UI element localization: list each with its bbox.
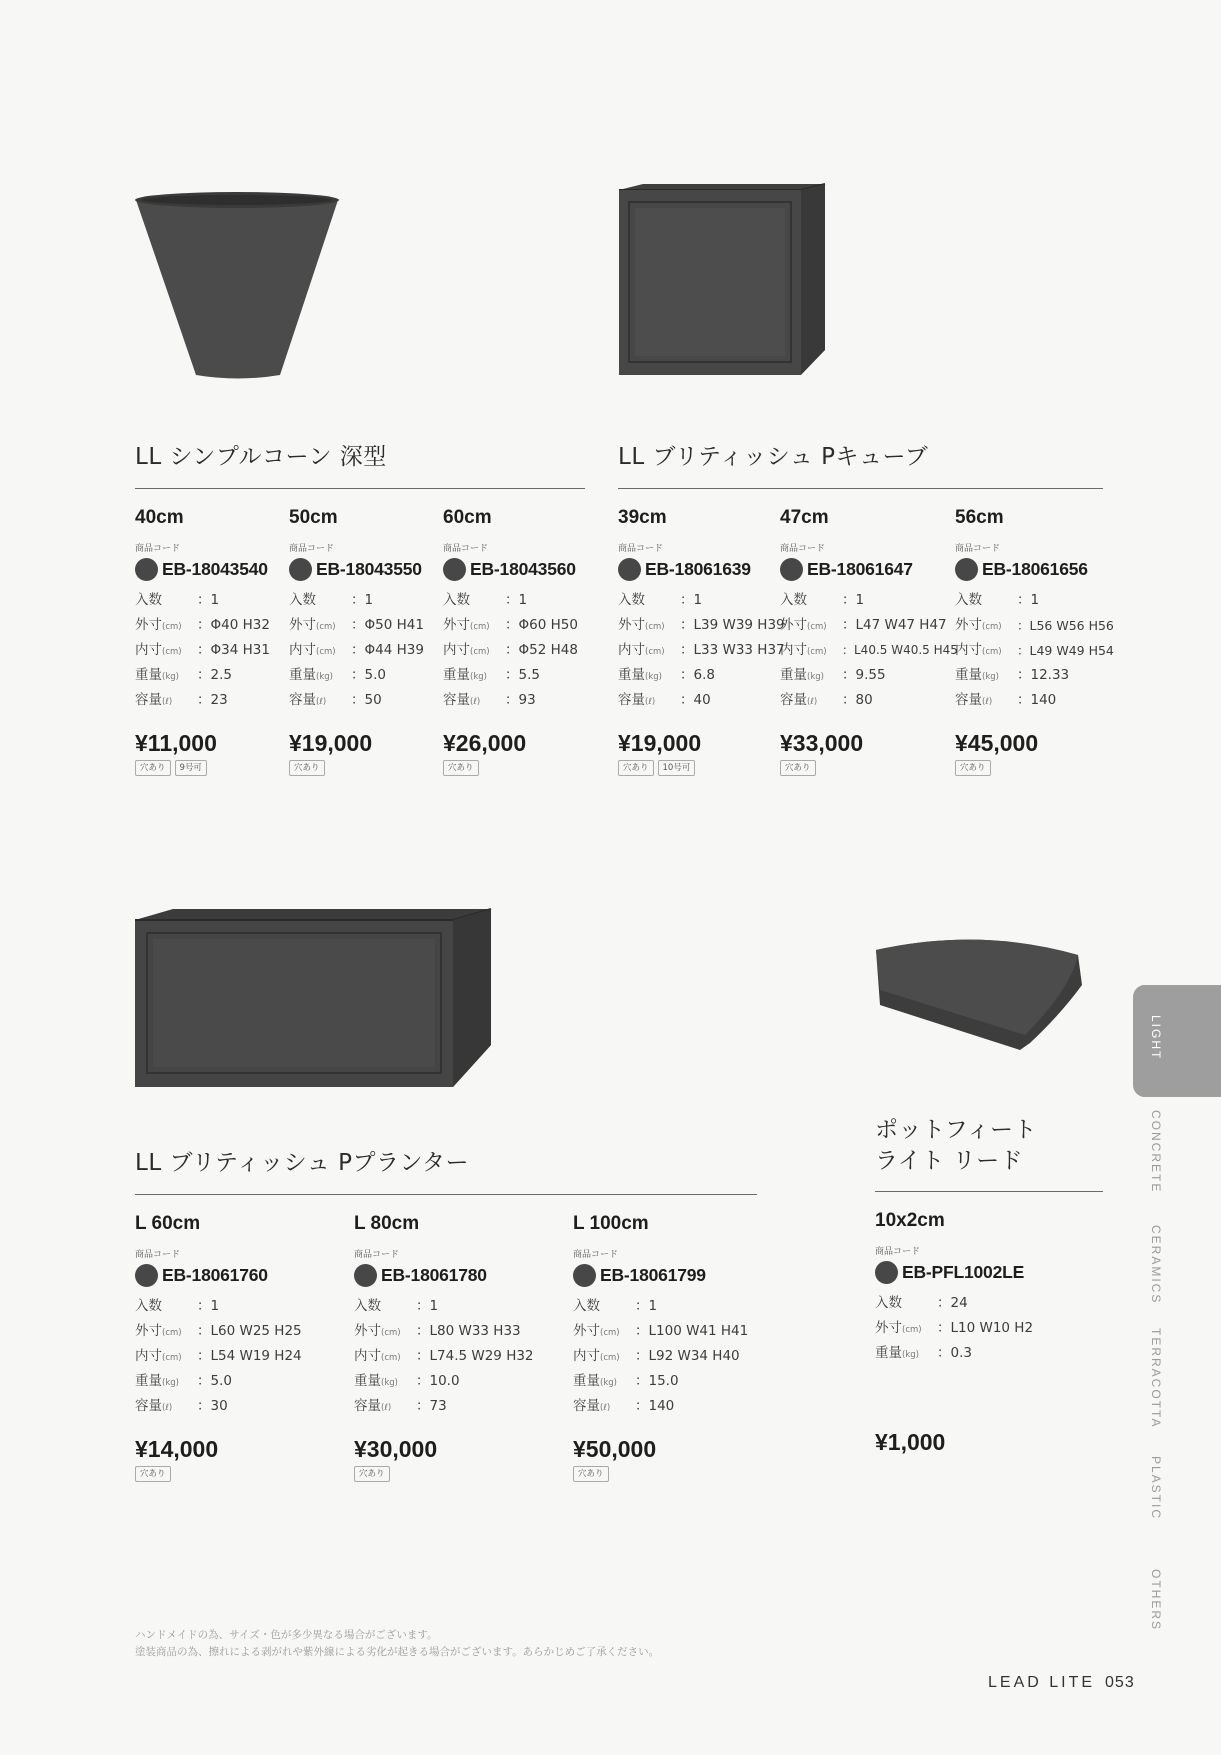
spec-list: 入数 ：1 外寸(cm) ：L39 W39 H39 内寸(cm) ：L33 W33 H37 重量(kg) ：6.8 容量(ℓ) ：40 — [618, 592, 785, 708]
product-title: LL ブリティッシュ Pキューブ — [618, 440, 1103, 489]
side-tab-concrete[interactable]: CONCRETE — [1149, 1110, 1163, 1194]
disclaimer-notes: ハンドメイドの為、サイズ・色が多少異なる場合がございます。 塗装商品の為、擦れによる剥がれや紫外線による劣化が起きる場合がございます。あらかじめご了承ください。 — [135, 1629, 660, 1658]
brand-name: LEAD LITE — [988, 1674, 1096, 1691]
variant-60cm — [443, 507, 578, 776]
price: ¥33,000 — [780, 730, 864, 756]
variant-size: 40cm — [135, 507, 184, 528]
color-dot — [354, 1264, 377, 1287]
pot-feet-image — [870, 935, 1085, 1060]
cone-pot-image — [130, 190, 350, 385]
code-label: 商品コード — [875, 1247, 921, 1257]
spec-list: 入数 ：1 外寸(cm) ：Φ40 H32 内寸(cm) ：Φ34 H31 重量(kg) ：2.5 容量(ℓ) ：23 — [135, 592, 270, 708]
price: ¥19,000 — [289, 730, 373, 756]
price: ¥11,000 — [135, 730, 217, 756]
side-tab-plastic[interactable]: PLASTIC — [1149, 1456, 1163, 1521]
variant-size: 39cm — [618, 507, 667, 528]
product-section-cone — [135, 440, 585, 773]
product-code: EB-18061656 — [982, 559, 1088, 579]
side-tab-light-bg[interactable] — [1133, 985, 1221, 1097]
color-dot — [135, 558, 158, 581]
side-tab-light[interactable]: LIGHT — [1149, 1015, 1163, 1061]
product-code: EB-18061647 — [807, 559, 913, 579]
product-code: EB-18061639 — [645, 559, 751, 579]
code-label: 商品コード — [780, 544, 826, 554]
code-label: 商品コード — [573, 1250, 619, 1260]
variant-50cm — [289, 507, 424, 776]
price: ¥45,000 — [955, 730, 1039, 756]
tag: 穴あり — [618, 760, 654, 776]
price: ¥14,000 — [135, 1436, 219, 1462]
code-label: 商品コード — [955, 544, 1001, 554]
code-label: 商品コード — [135, 1250, 181, 1260]
variant-56cm — [955, 507, 1114, 776]
code-label: 商品コード — [289, 544, 335, 554]
code-label: 商品コード — [443, 544, 489, 554]
price: ¥50,000 — [573, 1436, 657, 1462]
variant-39cm — [618, 507, 785, 776]
product-section-cube — [618, 440, 1114, 773]
spec-list: 入数 ：1 外寸(cm) ：L56 W56 H56 内寸(cm) ：L49 W49 H54 重量(kg) ：12.33 容量(ℓ) ：140 — [955, 592, 1114, 708]
product-code: EB-18043560 — [470, 559, 576, 579]
spec-list: 入数 ：24 外寸(cm) ：L10 W10 H2 重量(kg) ：0.3 — [875, 1295, 1034, 1361]
color-dot — [618, 558, 641, 581]
tag: 10号可 — [658, 760, 696, 776]
variant-size: L 60cm — [135, 1213, 201, 1234]
price: ¥30,000 — [354, 1436, 438, 1462]
product-title: LL ブリティッシュ Pプランター — [135, 1146, 757, 1195]
tag: 穴あり — [955, 760, 991, 776]
variant-size: L 80cm — [354, 1213, 420, 1234]
variant-size: 10x2cm — [875, 1210, 945, 1231]
page-number: 053 — [1105, 1674, 1135, 1691]
variant-l60 — [135, 1213, 302, 1482]
variant-size: 47cm — [780, 507, 829, 528]
side-tab-terracotta[interactable]: TERRACOTTA — [1149, 1328, 1163, 1429]
cube-pot-image — [615, 180, 830, 380]
spec-list: 入数 ：1 外寸(cm) ：L80 W33 H33 内寸(cm) ：L74.5 W29 H32 重量(kg) ：10.0 容量(ℓ) ：73 — [354, 1298, 534, 1414]
tag: 穴あり — [780, 760, 816, 776]
color-dot — [573, 1264, 596, 1287]
price: ¥1,000 — [875, 1429, 946, 1455]
code-label: 商品コード — [618, 544, 664, 554]
variant-size: 60cm — [443, 507, 492, 528]
variant-10x2cm — [875, 1210, 1033, 1456]
spec-list: 入数 ：1 外寸(cm) ：L100 W41 H41 内寸(cm) ：L92 W34 H40 重量(kg) ：15.0 容量(ℓ) ：140 — [573, 1298, 749, 1414]
variant-l80 — [354, 1213, 534, 1482]
variant-l100 — [573, 1213, 748, 1482]
tag: 穴あり — [443, 760, 479, 776]
side-tab-others[interactable]: OTHERS — [1149, 1569, 1163, 1632]
color-dot — [289, 558, 312, 581]
color-dot — [955, 558, 978, 581]
page-footer — [988, 1674, 1135, 1692]
variant-40cm — [135, 507, 270, 776]
variant-size: 56cm — [955, 507, 1004, 528]
product-code: EB-18061780 — [381, 1265, 487, 1285]
product-code: EB-PFL1002LE — [902, 1262, 1025, 1282]
tag: 穴あり — [573, 1466, 609, 1482]
color-dot — [780, 558, 803, 581]
product-title: ポットフィート ライト リード — [875, 1115, 1103, 1192]
product-section-pot-feet — [875, 1115, 1103, 1455]
variant-47cm — [780, 507, 958, 776]
spec-list: 入数 ：1 外寸(cm) ：L47 W47 H47 内寸(cm) ：L40.5 W40.5 H45 重量(kg) ：9.55 容量(ℓ) ：80 — [780, 592, 958, 708]
spec-list: 入数 ：1 外寸(cm) ：Φ50 H41 内寸(cm) ：Φ44 H39 重量(kg) ：5.0 容量(ℓ) ：50 — [289, 592, 424, 708]
tag: 9号可 — [175, 760, 207, 776]
color-dot — [875, 1261, 898, 1284]
spec-list: 入数 ：1 外寸(cm) ：L60 W25 H25 内寸(cm) ：L54 W19 H24 重量(kg) ：5.0 容量(ℓ) ：30 — [135, 1298, 302, 1414]
variant-size: 50cm — [289, 507, 338, 528]
color-dot — [135, 1264, 158, 1287]
code-label: 商品コード — [354, 1250, 400, 1260]
product-title: LL シンプルコーン 深型 — [135, 440, 585, 489]
color-dot — [443, 558, 466, 581]
side-tab-ceramics[interactable]: CERAMICS — [1149, 1225, 1163, 1305]
code-label: 商品コード — [135, 544, 181, 554]
price: ¥26,000 — [443, 730, 527, 756]
tag: 穴あり — [135, 1466, 171, 1482]
product-code: EB-18061760 — [162, 1265, 268, 1285]
price: ¥19,000 — [618, 730, 702, 756]
planter-image — [133, 905, 493, 1090]
product-code: EB-18043550 — [316, 559, 422, 579]
product-code: EB-18061799 — [600, 1265, 706, 1285]
product-section-planter — [135, 1146, 757, 1479]
tag: 穴あり — [289, 760, 325, 776]
tag: 穴あり — [135, 760, 171, 776]
product-code: EB-18043540 — [162, 559, 268, 579]
variant-size: L 100cm — [573, 1213, 649, 1234]
tag: 穴あり — [354, 1466, 390, 1482]
spec-list: 入数 ：1 外寸(cm) ：Φ60 H50 内寸(cm) ：Φ52 H48 重量(kg) ：5.5 容量(ℓ) ：93 — [443, 592, 578, 708]
